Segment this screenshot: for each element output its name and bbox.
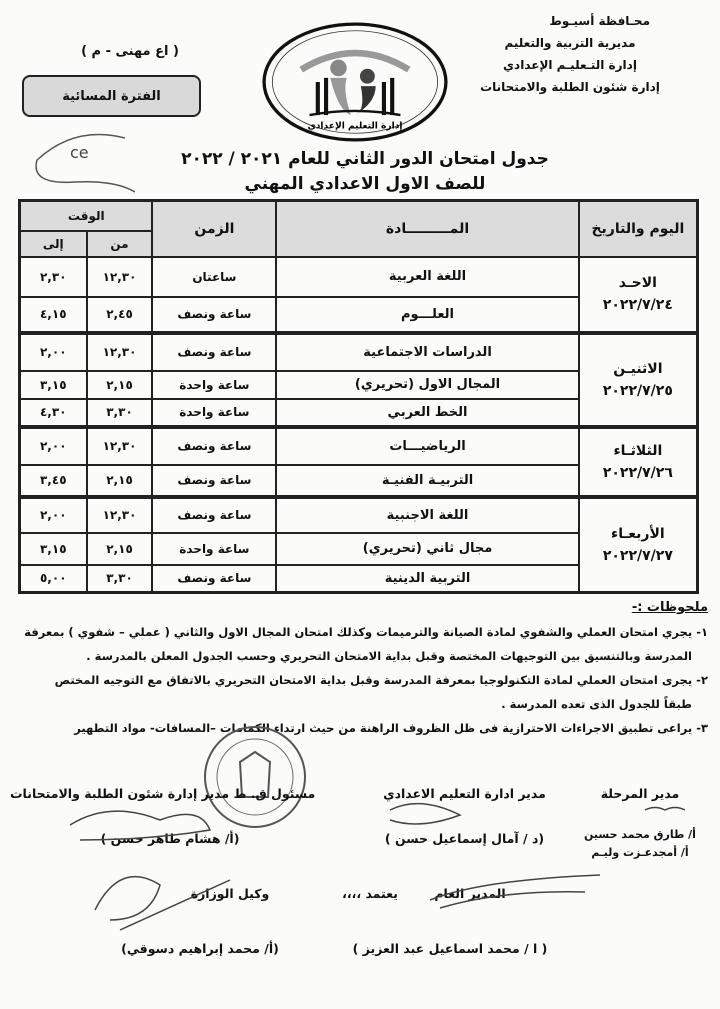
note-3: ٣- يراعى تطبيق الاجراءات الاحترازية فى ظل الظروف الراهنة من حيث ارتداء الكمامات –المسافات- مواد التطهير: [74, 721, 708, 735]
to-time-cell: ٤,١٥: [20, 297, 87, 333]
duration-cell: ساعتان: [152, 257, 276, 297]
handwritten-mark: [25, 130, 135, 195]
table-row: [20, 497, 698, 533]
to-time-cell: ٣,١٥: [20, 533, 87, 565]
note-1-cont: المدرسة وبالتنسيق بين التوجيهات المختصة وقبل بداية الامتحان التحريري وحسب الجدول المعلن بالمدرسة .: [86, 649, 692, 663]
from-time-cell: ٣,٣٠: [87, 399, 153, 427]
note-1: ١- يجري امتحان العملي والشفوي لمادة الصيانة والترميمات وكذلك امتحان المجال الاول والثاني ( عملي – شفوي ) بمعرفة: [24, 625, 708, 639]
note-2-cont: طبقاً للجدول الذى تعده المدرسة .: [501, 697, 692, 711]
header-to: إلى: [20, 231, 87, 257]
day-name: الأربعـاء: [611, 525, 665, 542]
day-name: الثلاثـاء: [613, 442, 663, 459]
header-duration: الزمن: [152, 201, 276, 257]
from-time-cell: ١٢,٣٠: [87, 257, 153, 297]
to-time-cell: ٢,٠٠: [20, 333, 87, 371]
day-name: الاحـد: [618, 275, 657, 291]
administration: إدارة التـعليـم الإعدادي: [503, 58, 637, 72]
directorate: مديرية التربية والتعليم: [504, 36, 636, 50]
subject-cell: العلـــوم: [276, 297, 578, 333]
to-time-cell: ٤,٣٠: [20, 399, 87, 427]
table-row: [20, 257, 698, 297]
notes-title: ملحوظات :-: [631, 600, 708, 615]
subject-cell: الرياضيـــات: [276, 427, 578, 465]
subject-cell: الدراسات الاجتماعية: [276, 333, 578, 371]
from-time-cell: ١٢,٣٠: [87, 497, 153, 533]
day-cell: [579, 427, 698, 497]
duration-cell: ساعة ونصف: [152, 497, 276, 533]
governorate: محـافظة أسيـوط: [549, 14, 650, 28]
approved-label: يعتمد ،،،،: [342, 886, 398, 901]
day-cell: [579, 497, 698, 593]
subject-cell: المجال الاول (تحريري): [276, 371, 578, 399]
logo-icon: [250, 20, 460, 144]
header-subject: المـــــــــادة: [276, 201, 578, 257]
note-2: ٢- يجرى امتحان العملي لمادة التكنولوجيا بمعرفة المدرسة وقبل بداية الامتحان التحريري بالاتفاق مع التوجيه المختص: [54, 673, 708, 687]
duration-cell: ساعة ونصف: [152, 465, 276, 497]
header-from: من: [87, 231, 153, 257]
to-time-cell: ٢,٣٠: [20, 257, 87, 297]
table-row: [20, 427, 698, 465]
general-manager-name: ( ا / محمد اسماعيل عبد العزيز ): [352, 941, 548, 956]
stage-manager-title: مدير المرحلة: [600, 786, 680, 801]
period-box: [22, 75, 201, 117]
subject-cell: التربية الدينية: [276, 565, 578, 593]
from-time-cell: ١٢,٣٠: [87, 427, 153, 465]
from-time-cell: ٢,١٥: [87, 533, 153, 565]
to-time-cell: ٣,١٥: [20, 371, 87, 399]
from-time-cell: ٣,٣٠: [87, 565, 153, 593]
duration-cell: ساعة واحدة: [152, 399, 276, 427]
document-code: ( اع مهنى - م ): [81, 44, 179, 59]
svg-text:إدارة التعليم الإعدادي: إدارة التعليم الإعدادي: [307, 121, 403, 132]
duration-cell: ساعة ونصف: [152, 333, 276, 371]
title-line-1: جدول امتحان الدور الثاني للعام ٢٠٢١ / ٢٠٢٢: [181, 149, 549, 169]
duration-cell: ساعة واحدة: [152, 533, 276, 565]
day-date: ٢٠٢٢/٧/٢٤: [602, 297, 673, 313]
department: إدارة شئون الطلبة والامتحانات: [480, 80, 660, 94]
duration-cell: ساعة ونصف: [152, 565, 276, 593]
general-manager-title: المدير العام: [434, 886, 506, 901]
day-date: ٢٠٢٢/٧/٢٧: [602, 547, 673, 564]
svg-text:ce: ce: [70, 143, 89, 162]
document-title: [150, 147, 580, 197]
duration-cell: ساعة واحدة: [152, 371, 276, 399]
to-time-cell: ٢,٠٠: [20, 427, 87, 465]
subject-cell: مجال ثاني (تحريري): [276, 533, 578, 565]
header-day: اليوم والتاريخ: [579, 201, 698, 257]
exams-admin-title: مسئول ق. ط مدير إدارة شئون الطلبة والامتحانات: [10, 786, 316, 801]
table-row: [20, 333, 698, 371]
to-time-cell: ٥,٠٠: [20, 565, 87, 593]
day-cell: [579, 257, 698, 333]
subject-cell: اللغة الاجنبية: [276, 497, 578, 533]
title-line-2: للصف الاول الاعدادي المهني: [244, 174, 486, 194]
from-time-cell: ٢,١٥: [87, 465, 153, 497]
handwritten-signatures: [0, 780, 720, 960]
notes-section: [8, 596, 708, 740]
subject-cell: التربيـة الفنيـة: [276, 465, 578, 497]
to-time-cell: ٣,٤٥: [20, 465, 87, 497]
duration-cell: ساعة ونصف: [152, 297, 276, 333]
edu-admin-name: (د / آمال إسماعيل حسن ): [384, 831, 545, 846]
subject-cell: اللغة العربية: [276, 257, 578, 297]
day-cell: [579, 333, 698, 427]
stage-manager-name-1: أ/ طارق محمد حسين: [584, 828, 696, 841]
from-time-cell: ١٢,٣٠: [87, 333, 153, 371]
subject-cell: الخط العربي: [276, 399, 578, 427]
duration-cell: ساعة ونصف: [152, 427, 276, 465]
exam-schedule-table: [18, 199, 699, 594]
to-time-cell: ٢,٠٠: [20, 497, 87, 533]
day-date: ٢٠٢٢/٧/٢٦: [602, 464, 673, 481]
deputy-minister-title: وكيل الوزارة: [190, 886, 270, 901]
day-name: الاثنيـن: [613, 360, 663, 377]
from-time-cell: ٢,١٥: [87, 371, 153, 399]
stage-manager-name-2: أ/ أمجدعـزت وليـم: [591, 846, 689, 859]
letterhead: [460, 10, 680, 98]
period-label: الفترة المسائية: [62, 88, 161, 104]
from-time-cell: ٢,٤٥: [87, 297, 153, 333]
exams-admin-name: (أ/ هشام طاهر حسن ): [100, 831, 240, 846]
deputy-minister-name: (أ/ محمد إبراهيم دسوقي): [121, 941, 279, 956]
header-time: الوقت: [20, 201, 153, 231]
day-date: ٢٠٢٢/٧/٢٥: [602, 382, 673, 399]
edu-admin-title: مدير ادارة التعليم الاعدادي: [383, 786, 546, 801]
